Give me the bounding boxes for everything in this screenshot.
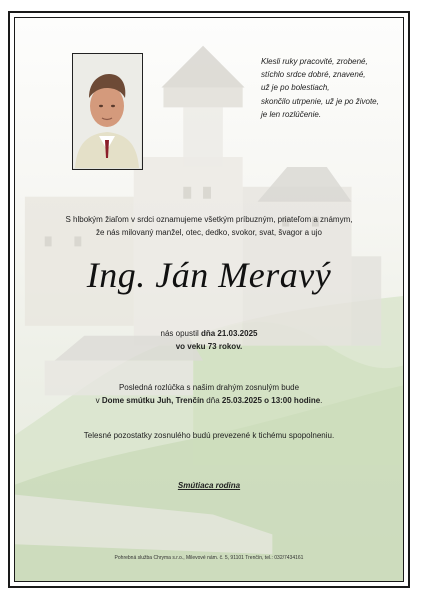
- portrait-photo: [72, 53, 143, 170]
- announcement-intro: [29, 214, 389, 239]
- intro-line: S hlbokým žiaľom v srdci oznamujeme všetkým príbuzným, priateľom a známym,: [65, 215, 353, 224]
- verse-line: už je po bolestiach,: [261, 83, 330, 93]
- funeral-line: Posledná rozlúčka s našim drahým zosnulým bude: [118, 383, 300, 392]
- verse-line: stíchlo srdce dobré, znavené,: [261, 70, 366, 80]
- verse-line: Klesli ruky pracovité, zrobené,: [261, 57, 368, 66]
- death-date-line: [15, 328, 403, 341]
- death-prefix: nás opustil: [160, 329, 201, 338]
- death-info: [15, 328, 403, 353]
- cremation-note: Telesné pozostatky zosnulého budú prevezené k tichému spopolneniu.: [83, 431, 335, 440]
- death-date: dňa 21.03.2025: [200, 329, 258, 338]
- portrait-image: [73, 54, 141, 168]
- intro-line: že nás milovaný manžel, otec, dedko, svokor, svat, švagor a ujo: [96, 227, 322, 237]
- funeral-suffix: .: [320, 395, 323, 405]
- verse-line: je len rozlúčenie.: [261, 109, 322, 119]
- death-age: vo veku 73 rokov.: [175, 341, 243, 351]
- verse-line: skončilo utrpenie, už je po živote,: [261, 96, 379, 106]
- family-signature: Smútiaca rodina: [177, 481, 241, 490]
- funeral-place: Dome smútku Juh, Trenčín: [101, 395, 205, 405]
- deceased-name: Ing. Ján Meravý: [86, 255, 332, 295]
- funeral-info: [15, 382, 403, 407]
- funeral-datetime: 25.03.2025 o 13:00 hodine: [221, 395, 321, 405]
- inner-frame: [14, 17, 404, 582]
- memorial-verse: [261, 55, 404, 121]
- funeral-middle: dňa: [204, 395, 222, 405]
- outer-frame: [8, 11, 410, 588]
- funeral-details: [15, 395, 403, 408]
- funeral-service-footer: Pohrebná služba Chryma s.r.o., Milevové nám. č. 5, 91101 Trenčín, tel.: 032/7434161: [114, 555, 304, 561]
- funeral-prefix: v: [95, 395, 102, 405]
